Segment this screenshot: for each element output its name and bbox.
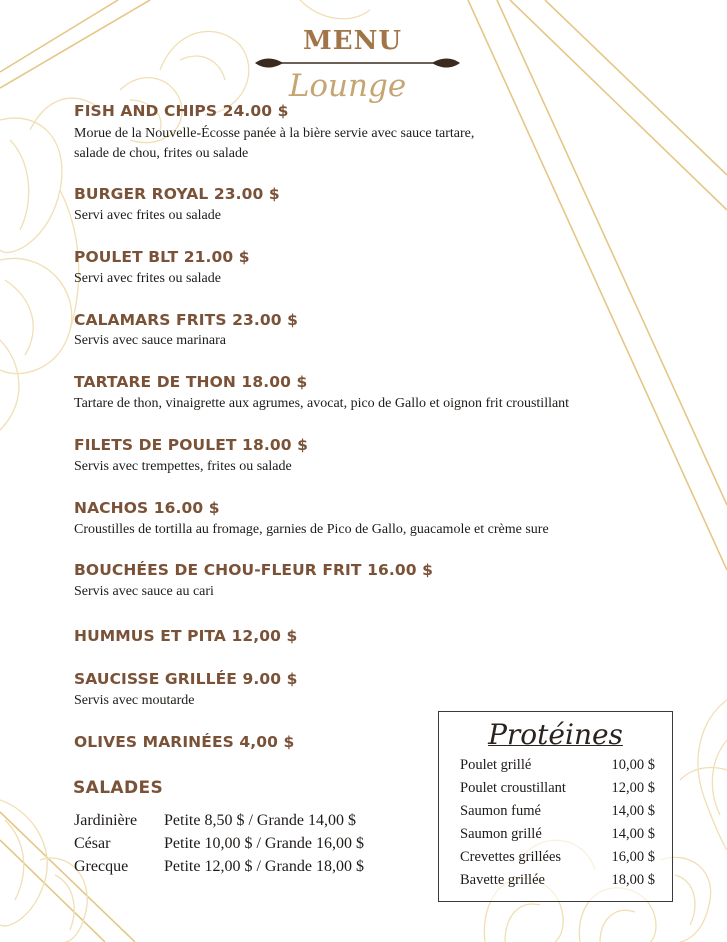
protein-price: 12,00 $ bbox=[611, 780, 655, 796]
protein-name: Bavette grillée bbox=[460, 872, 545, 888]
protein-price: 14,00 $ bbox=[611, 803, 655, 819]
protein-price: 10,00 $ bbox=[611, 757, 655, 773]
menu-item-name: NACHOS 16.00 $ bbox=[74, 499, 220, 517]
protein-name: Crevettes grillées bbox=[460, 849, 562, 865]
menu-item-name: FILETS DE POULET 18.00 $ bbox=[74, 436, 308, 454]
menu-item-description: Servi avec frites ou salade bbox=[74, 208, 221, 223]
protein-name: Poulet grillé bbox=[460, 757, 532, 773]
menu-item-name: CALAMARS FRITS 23.00 $ bbox=[74, 311, 298, 329]
salad-name: César bbox=[74, 835, 111, 852]
salad-row bbox=[74, 858, 364, 876]
menu-item-name: POULET BLT 21.00 $ bbox=[74, 248, 250, 266]
menu-item-name: TARTARE DE THON 18.00 $ bbox=[74, 373, 308, 391]
salad-row bbox=[74, 835, 364, 853]
menu-item-name: BURGER ROYAL 23.00 $ bbox=[74, 185, 280, 203]
proteins-box bbox=[438, 711, 673, 902]
menu-item-description: Servis avec moutarde bbox=[74, 693, 195, 708]
salad-name: Jardinière bbox=[74, 812, 138, 829]
menu-subtitle: Lounge bbox=[288, 68, 407, 104]
salad-prices: Petite 8,50 $ / Grande 14,00 $ bbox=[164, 812, 356, 829]
menu-item-description: Servi avec frites ou salade bbox=[74, 271, 221, 286]
menu-item-name: BOUCHÉES DE CHOU-FLEUR FRIT 16.00 $ bbox=[74, 561, 433, 579]
menu-item-description: Morue de la Nouvelle-Écosse panée à la bière servie avec sauce tartare, bbox=[74, 126, 475, 141]
salad-name: Grecque bbox=[74, 858, 129, 875]
menu-item-description: Servis avec sauce au cari bbox=[74, 584, 214, 599]
protein-name: Poulet croustillant bbox=[460, 780, 566, 796]
protein-price: 18,00 $ bbox=[611, 872, 655, 888]
menu-item-name: FISH AND CHIPS 24.00 $ bbox=[74, 102, 289, 120]
protein-price: 16,00 $ bbox=[611, 849, 655, 865]
protein-price: 14,00 $ bbox=[611, 826, 655, 842]
menu-item-description: salade de chou, frites ou salade bbox=[74, 146, 249, 161]
menu-item-name: HUMMUS ET PITA 12,00 $ bbox=[74, 627, 298, 645]
menu-item-description: Croustilles de tortilla au fromage, garnies de Pico de Gallo, guacamole et crème sure bbox=[74, 522, 549, 537]
menu-item-name: OLIVES MARINÉES 4,00 $ bbox=[74, 733, 295, 751]
menu-title: MENU bbox=[302, 26, 403, 56]
salad-row bbox=[74, 812, 356, 830]
menu-item-description: Tartare de thon, vinaigrette aux agrumes, avocat, pico de Gallo et oignon frit croustillant bbox=[74, 396, 570, 411]
proteins-heading: Protéines bbox=[488, 718, 623, 751]
salad-prices: Petite 10,00 $ / Grande 16,00 $ bbox=[164, 835, 364, 852]
salad-prices: Petite 12,00 $ / Grande 18,00 $ bbox=[164, 858, 364, 875]
salads-heading: SALADES bbox=[73, 778, 164, 798]
menu-item-description: Servis avec trempettes, frites ou salade bbox=[74, 459, 292, 474]
menu-item-description: Servis avec sauce marinara bbox=[74, 333, 226, 348]
menu-item-name: SAUCISSE GRILLÉE 9.00 $ bbox=[74, 670, 298, 688]
protein-name: Saumon grillé bbox=[460, 826, 542, 842]
protein-name: Saumon fumé bbox=[460, 803, 541, 819]
